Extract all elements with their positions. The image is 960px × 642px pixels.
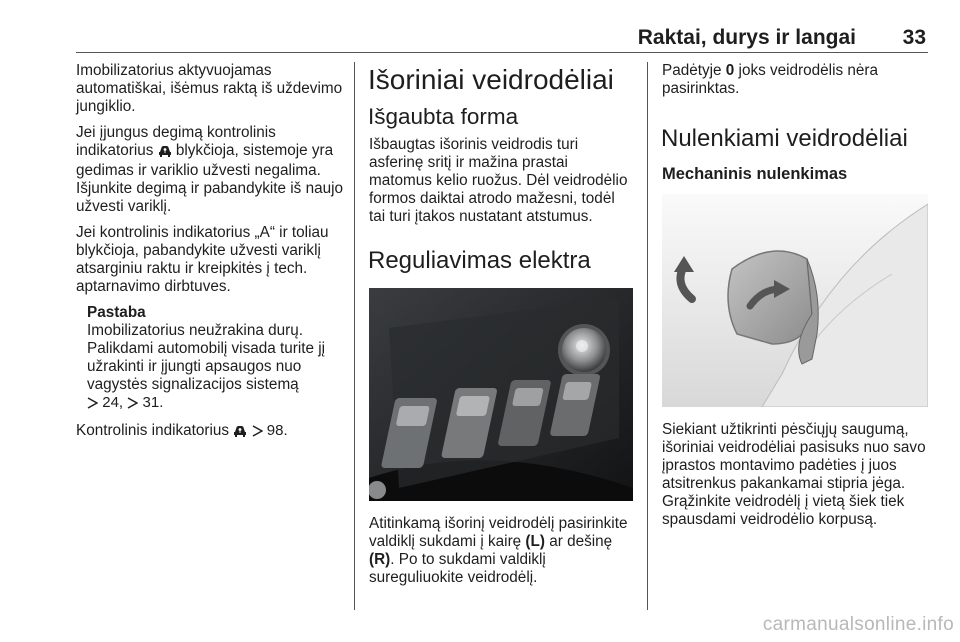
note-box (87, 304, 344, 414)
reference-arrow-icon (87, 396, 98, 414)
subsection-heading: Reguliavimas elektra (368, 247, 591, 274)
paragraph: Jei kontrolinis indikatorius „A“ ir toliau blykčioja, pabandykite užvesti variklį atsarginiu raktu ir kreipkitės į tech. aptarnavimo dirbtuves. (76, 224, 329, 295)
note-title: Pastaba (87, 304, 146, 321)
subsection-heading: Išgaubta forma (368, 104, 519, 129)
immobilizer-car-key-icon (158, 144, 172, 162)
folding-mirror-illustration (662, 194, 928, 407)
column-middle (369, 62, 633, 595)
subsection-heading: Nulenkiami veidrodėliai (661, 125, 908, 152)
immobilizer-car-key-icon (233, 424, 247, 442)
column-divider (647, 62, 648, 610)
subsubsection-heading: Mechaninis nulenkimas (662, 165, 848, 183)
reference-arrow-icon (252, 424, 263, 442)
column-divider (354, 62, 355, 610)
note-text: Imobilizatorius neužrakina durų. Palikdami automobilį visada turite jį užrakinti ir įjungti apsaugos nuo vagystės signalizacijos sistemą 24, 31. (87, 322, 344, 414)
paragraph: Imobilizatorius aktyvuojamas automatiškai, išėmus raktą iš uždevimo jungiklio. (76, 62, 343, 115)
page-header (76, 26, 928, 53)
paragraph: Padėtyje 0 joks veidrodėlis nėra pasirinktas. (662, 62, 878, 97)
column-left (76, 62, 344, 450)
watermark: carmanualsonline.info (762, 614, 954, 635)
paragraph: Išbaugtas išorinis veidrodis turi asferinę sritį ir mažina prastai matomus kelio ruožus. Dėl veidrodėlio formos daiktai atrodo mažesni, todėl tai turi įtakos nustatant atstumus. (369, 136, 628, 225)
column-right (662, 62, 928, 537)
paragraph: Siekiant užtikrinti pėsčiųjų saugumą, išoriniai veidrodėliai pasisuks nuo savo įprastos montavimo padėties į juos atsitrenkus pakankamai stipria jėga. Grąžinkite veidrodėlį į vietą šiek tiek spausdami veidrodėlio korpusą. (662, 421, 926, 528)
paragraph: Jei įjungus degimą kontrolinis indikatorius blykčioja, sistemoje yra gedimas ir variklio užvesti negalima. Išjunkite degimą ir pabandykite iš naujo užvesti variklį. (76, 124, 344, 215)
page-number: 33 (902, 26, 926, 49)
paragraph: Atitinkamą išorinį veidrodėlį pasirinkite valdiklį sukdami į kairę (L) ar dešinę (R). Po to sukdami valdiklį sureguliuokite veidrodėlį. (369, 515, 628, 586)
page-reference-link[interactable]: 31. (142, 394, 164, 411)
chapter-title: Raktai, durys ir langai (637, 26, 856, 49)
mirror-control-photo (369, 288, 633, 501)
paragraph: Kontrolinis indikatorius 98. (76, 422, 344, 442)
reference-arrow-icon (127, 396, 138, 414)
page-reference-link[interactable]: 98. (266, 422, 288, 439)
section-heading: Išoriniai veidrodėliai (368, 64, 614, 95)
page-reference-link[interactable]: 24, (102, 394, 128, 411)
